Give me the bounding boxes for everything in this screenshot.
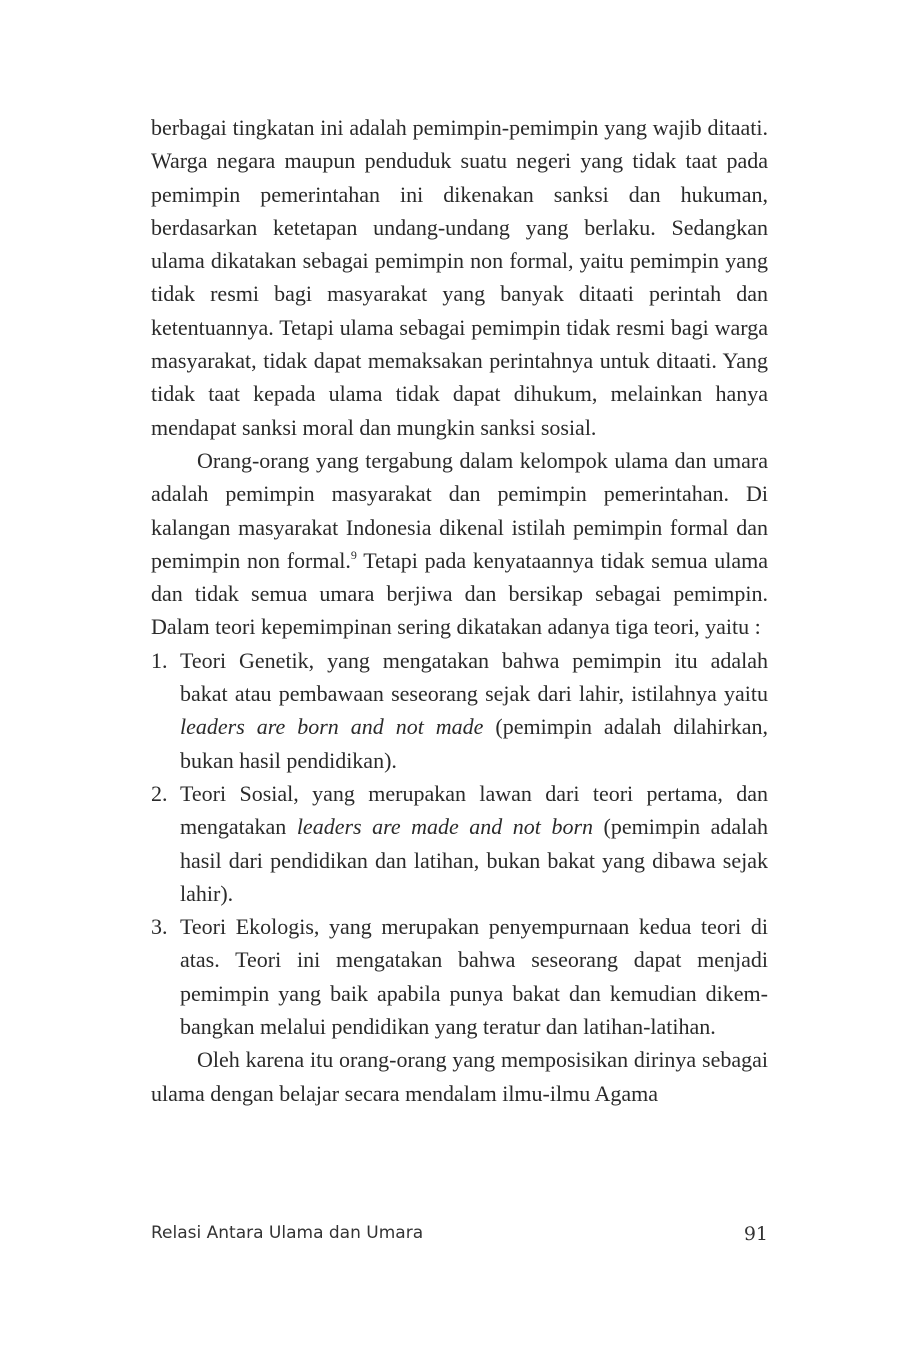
footnote-ref[interactable]: 9 <box>350 547 357 562</box>
paragraph-2 <box>151 444 768 644</box>
page-number: 91 <box>743 1223 768 1245</box>
running-title: Relasi Antara Ulama dan Umara <box>151 1223 424 1243</box>
paragraph-3: Oleh karena itu orang-orang yang memposisikan dirinya sebagai ulama dengan belajar secara mendalam ilmu-ilmu Agama <box>151 1047 768 1106</box>
list-text-end: (pemimpin adalah hasil dari pendidikan dan latihan, bukan bakat yang dibawa sejak lahir). <box>180 814 768 906</box>
list-italic-term: leaders are made and not born <box>296 814 594 840</box>
list-item-genetic <box>151 644 768 777</box>
list-item-social <box>151 777 768 910</box>
list-text: Teori Sosial, yang merupakan lawan dari teori pertama, dan mengatakan <box>180 780 768 840</box>
list-number: 2. <box>151 780 168 806</box>
theory-list <box>151 644 768 1044</box>
list-text-end: (pemimpin adalah dilahirkan, bukan hasil pendidikan). <box>180 714 768 773</box>
list-italic-term: leaders are born and not made <box>180 714 484 740</box>
paragraph-2-text-b: Tetapi pada kenyataannya tidak semua ulama dan tidak semua umara berjiwa dan bersikap sebagai pemimpin. Dalam teori kepemimpinan sering dikatakan adanya tiga teori, yaitu : <box>151 547 769 640</box>
page-footer <box>151 1221 768 1249</box>
page-body <box>151 111 768 1110</box>
paragraph-2-text-a: Orang-orang yang tergabung dalam kelompok ulama dan umara adalah pemimpin masyarakat dan pemimpin pemerintahan. Di kalangan masyarakat Indonesia dikenal istilah pemimpin formal dan pemimpin non formal. <box>151 447 768 573</box>
paragraph-1: berbagai tingkatan ini adalah pemimpin-pemimpin yang wajib ditaati. Warga negara maupun penduduk suatu negeri yang tidak taat pada pemimpin pemerintahan ini dikenakan sanksi dan hukuman, berdasarkan ketetapan undang-undang yang berlaku. Sedangkan ulama dikatakan sebagai pemimpin non formal, yaitu pemimpin yang tidak resmi bagi masyarakat yang banyak ditaati perintah dan ketentuannya. Tetapi ulama sebagai pemimpin tidak resmi bagi warga masyarakat, tidak dapat memaksakan perintahnya untuk ditaati. Yang tidak taat kepada ulama tidak dapat dihukum, melainkan hanya mendapat sanksi moral dan mungkin sanksi sosial. <box>151 115 768 440</box>
list-number: 3. <box>151 914 168 940</box>
list-item-ecological <box>151 910 768 1043</box>
list-text: Teori Ekologis, yang merupakan penyempurnaan kedua teori di atas. Teori ini mengatakan bahwa seseorang dapat menjadi pemimpin yang baik apabila punya bakat dan kemudian dikembangkan melalui pendidikan yang teratur dan latihan-latihan. <box>180 914 768 1040</box>
list-text: Teori Genetik, yang mengatakan bahwa pemimpin itu adalah bakat atau pembawaan seseorang sejak dari lahir, istilahnya yaitu <box>180 647 768 707</box>
list-number: 1. <box>151 647 168 673</box>
